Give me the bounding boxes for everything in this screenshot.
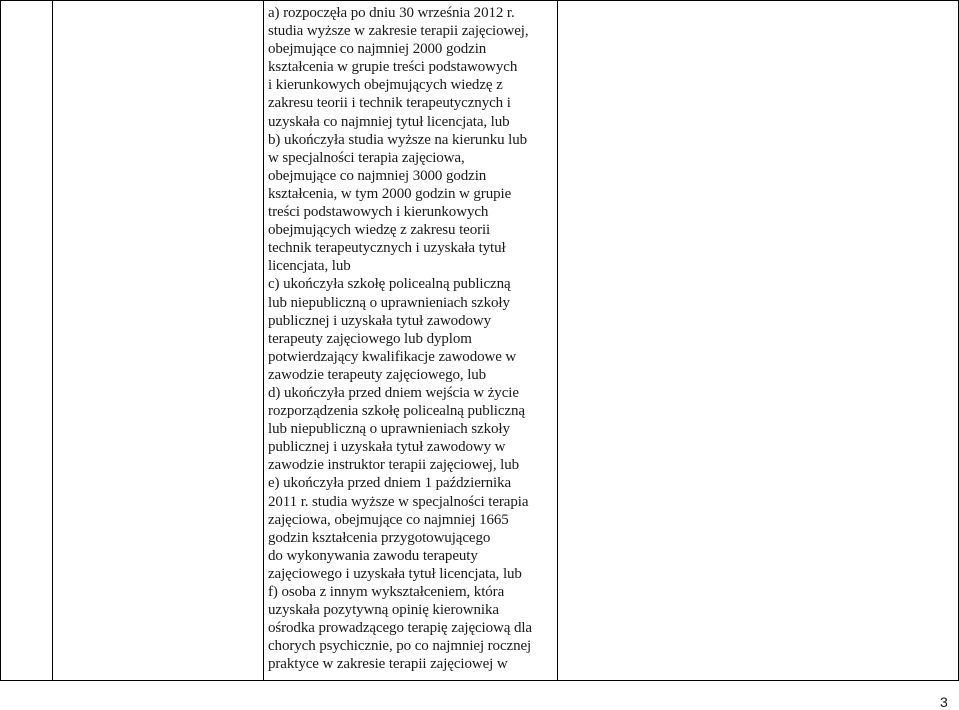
cell-text-line: publicznej i uzyskała tytuł zawodowy w xyxy=(268,439,506,456)
column-divider-3 xyxy=(557,0,558,681)
cell-text-line: publicznej i uzyskała tytuł zawodowy xyxy=(268,312,492,329)
cell-text-line: potwierdzający kwalifikacje zawodowe w xyxy=(268,348,517,365)
cell-text-line: obejmujących wiedzę z zakresu teorii xyxy=(268,222,491,239)
cell-text-line: a) rozpoczęła po dniu 30 września 2012 r. xyxy=(268,5,515,21)
cell-text-line: treści podstawowych i kierunkowych xyxy=(268,204,489,221)
column-divider-2 xyxy=(263,0,264,681)
cell-text-line: e) ukończyła przed dniem 1 października xyxy=(268,475,512,492)
cell-text-line: lub niepubliczną o uprawnieniach szkoły xyxy=(268,294,510,311)
table-bottom-border xyxy=(0,680,959,681)
cell-text-line: obejmujące co najmniej 3000 godzin xyxy=(268,167,487,184)
cell-text-line: godzin kształcenia przygotowującego xyxy=(268,529,491,546)
cell-text-line: b) ukończyła studia wyższe na kierunku lub xyxy=(268,131,528,148)
cell-text-line: chorych psychicznie, po co najmniej rocznej xyxy=(268,638,532,655)
cell-text-line: uzyskała co najmniej tytuł licencjata, lub xyxy=(268,113,510,130)
page-number: 3 xyxy=(940,694,948,710)
cell-text-line: c) ukończyła szkołę policealną publiczną xyxy=(268,276,511,293)
cell-text-line: praktyce w zakresie terapii zajęciowej w xyxy=(268,656,508,673)
cell-text-line: studia wyższe w zakresie terapii zajęciowej, xyxy=(268,23,529,40)
cell-text-line: zajęciowego i uzyskała tytuł licencjata, lub xyxy=(268,565,522,582)
cell-text-line: ośrodka prowadzącego terapię zajęciową dla xyxy=(268,620,532,637)
cell-text-line: uzyskała pozytywną opinię kierownika xyxy=(268,602,499,619)
cell-text-line: licencjata, lub xyxy=(268,258,351,275)
cell-text-line: f) osoba z innym wykształceniem, która xyxy=(268,584,505,600)
cell-text-line: zawodzie terapeuty zajęciowego, lub xyxy=(268,366,487,383)
cell-text-line: w specjalności terapia zajęciowa, xyxy=(268,149,465,166)
table-border-left xyxy=(0,0,1,681)
qualification-requirements-cell xyxy=(268,4,556,673)
cell-text-line: technik terapeutycznych i uzyskała tytuł xyxy=(268,240,506,257)
cell-text-line: lub niepubliczną o uprawnieniach szkoły xyxy=(268,421,510,438)
cell-text-line: do wykonywania zawodu terapeuty xyxy=(268,547,478,564)
cell-text-line: kształcenia, w tym 2000 godzin w grupie xyxy=(268,185,512,202)
cell-text-line: kształcenia w grupie treści podstawowych xyxy=(268,59,518,76)
cell-text-line: obejmujące co najmniej 2000 godzin xyxy=(268,41,487,58)
cell-text-line: zawodzie instruktor terapii zajęciowej, lub xyxy=(268,457,520,474)
cell-text-line: 2011 r. studia wyższe w specjalności terapia xyxy=(268,493,529,510)
cell-text-line: zajęciowa, obejmujące co najmniej 1665 xyxy=(268,511,509,528)
table-top-border xyxy=(0,0,959,1)
cell-text-line: d) ukończyła przed dniem wejścia w życie xyxy=(268,384,519,401)
cell-text-line: zakresu teorii i technik terapeutycznych i xyxy=(268,95,511,112)
cell-text-line: i kierunkowych obejmujących wiedzę z xyxy=(268,77,503,94)
cell-text-line: rozporządzenia szkołę policealną publiczną xyxy=(268,403,525,420)
column-divider-1 xyxy=(52,0,53,681)
cell-text-line: terapeuty zajęciowego lub dyplom xyxy=(268,330,472,347)
